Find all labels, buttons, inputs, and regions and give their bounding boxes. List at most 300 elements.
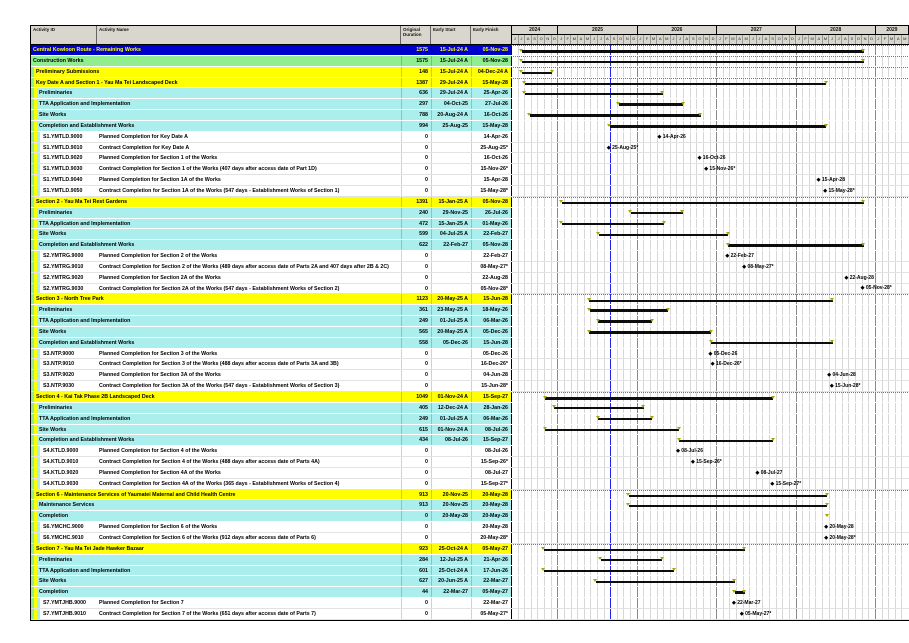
activity-name: Contract Completion for Section 2A of the Works (547 days - Establishment Works of Section 2) [99, 285, 340, 292]
summary-row[interactable] [31, 88, 909, 99]
gantt-row-canvas [511, 143, 908, 153]
timescale-month-cell: A [657, 35, 664, 44]
gantt-row-canvas [511, 500, 908, 510]
gantt-row-canvas [511, 381, 908, 391]
early-start: 20-Aug-24 A [431, 110, 471, 120]
activity-name: Central Kowloon Route - Remaining Works [33, 47, 141, 53]
summary-row[interactable] [31, 110, 909, 121]
activity-row[interactable] [31, 359, 909, 370]
milestone-diamond-icon[interactable]: ◆ 25-Aug-25* [606, 144, 639, 151]
early-start: 29-Jul-24 A [431, 78, 471, 88]
column-header-early-start: Early Start [431, 26, 471, 44]
early-finish: 22-Mar-27 [471, 598, 511, 608]
activity-name: Planned Completion for Section 3 of the Works [99, 350, 218, 357]
timescale-month-cell: A [684, 35, 691, 44]
activity-row[interactable] [31, 522, 909, 533]
summary-row[interactable] [31, 414, 909, 425]
early-finish: 15-Sep-27 [471, 435, 511, 445]
original-duration: 1123 [401, 294, 431, 304]
bar-endpoint-icon [596, 232, 600, 235]
bar-endpoint-icon [543, 427, 547, 430]
milestone-diamond-icon[interactable]: ◆ 22-Mar-27 [731, 599, 761, 606]
original-duration: 636 [401, 88, 431, 98]
early-finish: 05-Nov-28 [471, 197, 511, 207]
gantt-row-canvas [511, 555, 908, 565]
bar-endpoint-icon [680, 210, 684, 213]
early-start [431, 186, 471, 196]
summary-row[interactable] [31, 576, 909, 587]
milestone-diamond-icon[interactable]: ◆ 08-Jul-26 [676, 448, 703, 455]
milestone-diamond-icon[interactable]: ◆ 15-Sep-26* [690, 458, 722, 465]
gantt-bar[interactable] [629, 495, 828, 497]
summary-row[interactable] [31, 305, 909, 316]
gantt-row-canvas [511, 175, 908, 185]
row-table-cells [31, 544, 511, 554]
activity-row[interactable] [31, 381, 909, 392]
gantt-bar[interactable] [619, 103, 684, 105]
summary-row[interactable] [31, 511, 909, 522]
activity-name: TTA Application and Implementation [39, 415, 131, 422]
summary-row[interactable] [31, 587, 909, 598]
timescale-month-cell: D [552, 35, 559, 44]
summary-row[interactable] [31, 67, 909, 78]
activity-id: S1.YMTLD.9040 [43, 177, 83, 184]
gantt-row-canvas [511, 197, 908, 207]
gantt-row-canvas [511, 67, 908, 77]
activity-name: Section 6 - Maintenance Services of Yaumatei Maternal and Child Health Centre [36, 491, 236, 498]
early-start [431, 153, 471, 163]
bar-endpoint-icon [825, 493, 829, 496]
row-table-cells [31, 294, 511, 304]
row-table-cells [31, 327, 511, 337]
summary-row[interactable] [31, 555, 909, 566]
gantt-row-canvas [511, 294, 908, 304]
row-table-cells [31, 197, 511, 207]
early-start: 20-Nov-25 [431, 490, 471, 500]
early-start: 20-Nov-25 [431, 500, 471, 510]
timescale-month-cell: M [902, 35, 909, 44]
timescale-month-cell: A [895, 35, 902, 44]
gantt-bar[interactable] [525, 93, 663, 95]
activity-name: Site Works [39, 231, 67, 238]
gantt-bar[interactable] [562, 223, 665, 225]
original-duration: 599 [401, 229, 431, 239]
early-finish: 05-Nov-28 [471, 45, 511, 55]
summary-row[interactable] [31, 197, 909, 208]
gantt-bar[interactable] [610, 125, 826, 127]
gantt-row-canvas [511, 446, 908, 456]
timescale-month-cell: M [651, 35, 658, 44]
bar-endpoint-icon [771, 438, 775, 441]
early-finish: 15-Apr-28 [471, 175, 511, 185]
gantt-bar[interactable] [679, 440, 773, 442]
column-header-activity-name: Activity Name [97, 26, 401, 44]
timescale-month-cell: J [829, 35, 836, 44]
summary-row[interactable] [31, 403, 909, 414]
early-finish: 20-May-28* [471, 533, 511, 543]
early-finish: 20-May-28 [471, 511, 511, 521]
bar-endpoint-icon [522, 91, 526, 94]
activity-row[interactable] [31, 262, 909, 273]
original-duration: 0 [401, 273, 431, 283]
early-finish: 15-Jun-28 [471, 294, 511, 304]
summary-row[interactable] [31, 327, 909, 338]
gantt-bar[interactable] [629, 505, 828, 507]
early-start [431, 598, 471, 608]
activity-name: Preliminaries [39, 307, 73, 314]
timescale-year-2029: 2029 [876, 26, 909, 34]
timescale-month-cell: O [618, 35, 625, 44]
activity-name: TTA Application and Implementation [39, 220, 131, 227]
original-duration: 361 [401, 305, 431, 315]
gantt-row-canvas [511, 219, 908, 229]
timescale-month-cell: F [882, 35, 889, 44]
early-start: 25-Aug-25 [431, 121, 471, 131]
gantt-bar[interactable] [525, 83, 826, 85]
timescale-month-cell: S [532, 35, 539, 44]
summary-row[interactable] [31, 338, 909, 349]
gantt-row-canvas [511, 186, 908, 196]
summary-row[interactable] [31, 208, 909, 219]
original-duration: 0 [401, 479, 431, 489]
gantt-bar[interactable] [530, 114, 701, 116]
activity-row[interactable] [31, 273, 909, 284]
summary-row[interactable] [31, 219, 909, 230]
early-start: 01-Nov-24 A [431, 425, 471, 435]
early-finish: 01-May-26 [471, 219, 511, 229]
gantt-row-canvas [511, 229, 908, 239]
original-duration: 297 [401, 99, 431, 109]
early-start: 04-Jul-25 A [431, 229, 471, 239]
summary-row[interactable] [31, 392, 909, 403]
timescale-month-cell: M [585, 35, 592, 44]
column-header-original-duration: Original Duration [401, 26, 431, 44]
activity-name: Contract Completion for Section 1A of the Works (547 days - Establishment Works of Section 1) [99, 187, 340, 194]
original-duration: 0 [401, 457, 431, 467]
early-finish: 18-May-26 [471, 305, 511, 315]
original-duration: 240 [401, 208, 431, 218]
timescale-month-cell: J [757, 35, 764, 44]
row-table-cells [31, 175, 511, 185]
original-duration: 472 [401, 219, 431, 229]
row-table-cells [31, 240, 511, 250]
bar-endpoint-icon [519, 59, 523, 62]
activity-row[interactable] [31, 479, 909, 490]
timescale-month-cell: A [816, 35, 823, 44]
row-table-cells [31, 457, 511, 467]
original-duration: 0 [401, 522, 431, 532]
bar-endpoint-icon [541, 568, 545, 571]
early-finish: 15-May-28 [471, 121, 511, 131]
early-start: 01-Jul-25 A [431, 414, 471, 424]
summary-row[interactable] [31, 316, 909, 327]
summary-row[interactable] [31, 566, 909, 577]
gantt-bar[interactable] [522, 61, 864, 63]
milestone-diamond-icon[interactable]: ◆ 15-Jun-28* [829, 383, 861, 390]
row-table-cells [31, 414, 511, 424]
bar-endpoint-icon [596, 319, 600, 322]
original-duration: 788 [401, 110, 431, 120]
row-table-cells [31, 132, 511, 142]
gantt-bar[interactable] [598, 320, 652, 322]
summary-row[interactable] [31, 45, 909, 56]
gantt-row-canvas [511, 240, 908, 250]
original-duration: 913 [401, 490, 431, 500]
activity-row[interactable] [31, 609, 909, 620]
gantt-bar[interactable] [562, 202, 864, 204]
activity-id: S3.NTP.9020 [43, 372, 75, 379]
activity-row[interactable] [31, 446, 909, 457]
timescale-month-cell: D [790, 35, 797, 44]
milestone-diamond-icon[interactable]: ◆ 15-Nov-26* [704, 166, 736, 173]
summary-row[interactable] [31, 121, 909, 132]
bar-endpoint-icon [742, 547, 746, 550]
summary-row[interactable] [31, 500, 909, 511]
timescale-month-cell: J [677, 35, 684, 44]
early-start: 12-Jul-25 A [431, 555, 471, 565]
milestone-diamond-icon[interactable]: ◆ 15-May-28* [823, 187, 855, 194]
milestone-diamond-icon[interactable]: ◆ 15-Apr-28 [816, 177, 845, 184]
milestone-diamond-icon[interactable]: ◆ 22-Aug-28 [844, 274, 874, 281]
bar-endpoint-icon [709, 330, 713, 333]
bar-endpoint-icon [616, 102, 620, 105]
activity-row[interactable] [31, 468, 909, 479]
original-duration: 44 [401, 587, 431, 597]
activity-name: TTA Application and Implementation [39, 101, 131, 108]
early-finish: 22-Mar-27 [471, 576, 511, 586]
bar-endpoint-icon [628, 210, 632, 213]
timescale-months [512, 35, 909, 44]
early-finish: 22-Feb-27 [471, 251, 511, 261]
activity-name: Section 4 - Kai Tak Phase 2B Landscaped Deck [36, 394, 155, 400]
activity-name: Preliminaries [39, 90, 73, 97]
activity-row[interactable] [31, 598, 909, 609]
early-finish: 22-Feb-27 [471, 229, 511, 239]
activity-name: Planned Completion for Section 3A of the Works [99, 372, 221, 379]
gantt-bar[interactable] [599, 234, 729, 236]
activity-id: S3.NTP.9010 [43, 361, 75, 368]
bar-endpoint-icon [666, 308, 670, 311]
bar-endpoint-icon [830, 340, 834, 343]
row-table-cells [31, 78, 511, 88]
original-duration: 249 [401, 414, 431, 424]
early-start: 20-May-25 A [431, 327, 471, 337]
activity-row[interactable] [31, 284, 909, 295]
summary-row[interactable] [31, 490, 909, 501]
row-table-cells [31, 251, 511, 261]
gantt-row-canvas [511, 164, 908, 174]
timescale-month-cell: M [571, 35, 578, 44]
early-finish: 16-Oct-26 [471, 153, 511, 163]
early-start: 23-May-25 A [431, 305, 471, 315]
original-duration: 913 [401, 500, 431, 510]
activity-row[interactable] [31, 533, 909, 544]
row-table-cells [31, 338, 511, 348]
timescale-month-cell: J [876, 35, 883, 44]
early-finish: 06-Mar-26 [471, 414, 511, 424]
gantt-row-canvas [511, 490, 908, 500]
summary-row[interactable] [31, 99, 909, 110]
timescale-month-cell: N [783, 35, 790, 44]
activity-row[interactable] [31, 175, 909, 186]
original-duration: 994 [401, 121, 431, 131]
bar-endpoint-icon [587, 330, 591, 333]
bar-endpoint-icon [552, 405, 556, 408]
timescale-month-cell: J [558, 35, 565, 44]
gantt-row-canvas [511, 435, 908, 445]
row-table-cells [31, 403, 511, 413]
timescale-month-cell: M [809, 35, 816, 44]
early-finish: 08-May-27* [471, 262, 511, 272]
summary-row[interactable] [31, 294, 909, 305]
early-finish: 20-May-28 [471, 522, 511, 532]
row-table-cells [31, 273, 511, 283]
bar-endpoint-icon [596, 416, 600, 419]
activity-id: S2.YMTRG.9020 [43, 274, 84, 281]
activity-id: S4.KTLD.9000 [43, 448, 79, 455]
activity-row[interactable] [31, 132, 909, 143]
gantt-bar[interactable] [728, 244, 863, 246]
gantt-bar[interactable] [522, 50, 864, 52]
original-duration: 0 [401, 446, 431, 456]
early-finish: 17-Jun-26 [471, 566, 511, 576]
timescale-month-cell: A [525, 35, 532, 44]
milestone-diamond-icon[interactable]: ◆ 08-Jul-27 [755, 469, 783, 476]
timescale-month-cell: A [578, 35, 585, 44]
gantt-bar[interactable] [590, 309, 668, 311]
milestone-diamond-icon[interactable]: ◆ 05-May-27* [739, 610, 772, 617]
summary-row[interactable] [31, 56, 909, 67]
milestone-diamond-icon[interactable]: ◆ 08-May-27* [742, 263, 774, 270]
row-table-cells [31, 522, 511, 532]
gantt-row-canvas [511, 262, 908, 272]
original-duration: 1391 [401, 197, 431, 207]
gantt-bar[interactable] [545, 397, 773, 399]
milestone-diamond-icon[interactable]: ◆ 04-Jun-28 [827, 372, 856, 379]
activity-row[interactable] [31, 186, 909, 197]
milestone-diamond-icon[interactable]: ◆ 16-Dec-26* [710, 361, 742, 368]
timescale-month-cell: N [545, 35, 552, 44]
bar-endpoint-icon [677, 427, 681, 430]
activity-row[interactable] [31, 349, 909, 360]
summary-row[interactable] [31, 78, 909, 89]
bar-endpoint-icon [825, 503, 829, 506]
milestone-diamond-icon[interactable]: ◆ 15-Sep-27* [770, 480, 802, 487]
gantt-row-canvas [511, 479, 908, 489]
original-duration: 0 [401, 609, 431, 619]
gantt-bar[interactable] [545, 429, 679, 431]
bar-endpoint-icon [543, 396, 547, 399]
bar-endpoint-icon [677, 438, 681, 441]
milestone-diamond-icon[interactable]: ◆ 14-Apr-26 [657, 133, 686, 140]
activity-name: Contract Completion for Section 3 of the Works (488 days after access date of Parts 3A and 3B) [99, 361, 339, 368]
milestone-diamond-icon[interactable]: ◆ 16-Oct-26 [697, 155, 726, 162]
early-start [431, 479, 471, 489]
bar-endpoint-icon [726, 232, 730, 235]
summary-row[interactable] [31, 240, 909, 251]
early-start [431, 273, 471, 283]
activity-row[interactable] [31, 164, 909, 175]
gantt-bar[interactable] [522, 72, 552, 74]
gantt-bar[interactable] [589, 331, 711, 333]
schedule-report [30, 25, 909, 621]
early-start [431, 349, 471, 359]
milestone-diamond-icon[interactable]: ◆ 22-Feb-27 [725, 252, 754, 259]
gantt-row-canvas [511, 566, 908, 576]
early-finish: 15-Sep-27 [471, 392, 511, 402]
activity-id: S1.YMTLD.9050 [43, 187, 83, 194]
timescale-header [511, 26, 909, 45]
original-duration: 0 [401, 132, 431, 142]
timescale-month-cell: O [538, 35, 545, 44]
row-table-cells [31, 392, 511, 402]
row-table-cells [31, 284, 511, 294]
activity-row[interactable] [31, 457, 909, 468]
gantt-row-canvas [511, 414, 908, 424]
activity-id: S1.YMTLD.9000 [43, 133, 83, 140]
bar-endpoint-icon [726, 243, 730, 246]
row-table-cells [31, 153, 511, 163]
early-start: 20-May-25 A [431, 294, 471, 304]
milestone-diamond-icon[interactable]: ◆ 05-Nov-28* [860, 285, 892, 292]
milestone-diamond-icon[interactable]: ◆ 20-May-28* [824, 534, 856, 541]
gantt-bar[interactable] [554, 407, 643, 409]
gantt-bar[interactable] [544, 549, 745, 551]
summary-row[interactable] [31, 229, 909, 240]
gantt-row-canvas [511, 457, 908, 467]
activity-row[interactable] [31, 370, 909, 381]
milestone-diamond-icon[interactable]: ◆ 20-May-28 [824, 524, 854, 531]
gantt-row-canvas [511, 359, 908, 369]
row-table-cells [31, 500, 511, 510]
original-duration: 0 [401, 164, 431, 174]
milestone-diamond-icon[interactable]: ◆ 05-Dec-26 [708, 350, 738, 357]
activity-row[interactable] [31, 143, 909, 154]
gantt-bar[interactable] [631, 212, 683, 214]
summary-row[interactable] [31, 544, 909, 555]
original-duration: 0 [401, 468, 431, 478]
timescale-month-cell: M [730, 35, 737, 44]
bar-endpoint-icon [681, 102, 685, 105]
activity-name: Contract Completion for Section 4A of the Works (365 days - Establishment Works of Section 4) [99, 480, 340, 487]
gantt-bar[interactable] [596, 581, 735, 583]
gantt-row-canvas [511, 511, 908, 521]
summary-row[interactable] [31, 425, 909, 436]
original-duration: 0 [401, 370, 431, 380]
gantt-bar[interactable] [711, 342, 832, 344]
activity-row[interactable] [31, 153, 909, 164]
gantt-bar[interactable] [601, 559, 663, 561]
activity-name: Construction Works [33, 57, 84, 64]
activity-row[interactable] [31, 251, 909, 262]
timescale-month-cell: J [671, 35, 678, 44]
activity-name: Contract Completion for Section 3A of the Works (547 days - Establishment Works of Section 3) [99, 383, 340, 390]
gantt-row-canvas [511, 88, 908, 98]
original-duration: 627 [401, 576, 431, 586]
timescale-month-cell: J [750, 35, 757, 44]
activity-id: S1.YMTLD.9030 [43, 166, 83, 173]
timescale-month-cell: M [889, 35, 896, 44]
activity-name: Planned Completion for Section 4A of the Works [99, 469, 221, 476]
gantt-bar[interactable] [544, 570, 675, 572]
original-duration: 565 [401, 327, 431, 337]
gantt-bar[interactable] [598, 418, 652, 420]
summary-row[interactable] [31, 435, 909, 446]
gantt-bar[interactable] [589, 300, 833, 302]
bar-endpoint-icon [861, 200, 865, 203]
early-start [431, 143, 471, 153]
early-start [431, 262, 471, 272]
